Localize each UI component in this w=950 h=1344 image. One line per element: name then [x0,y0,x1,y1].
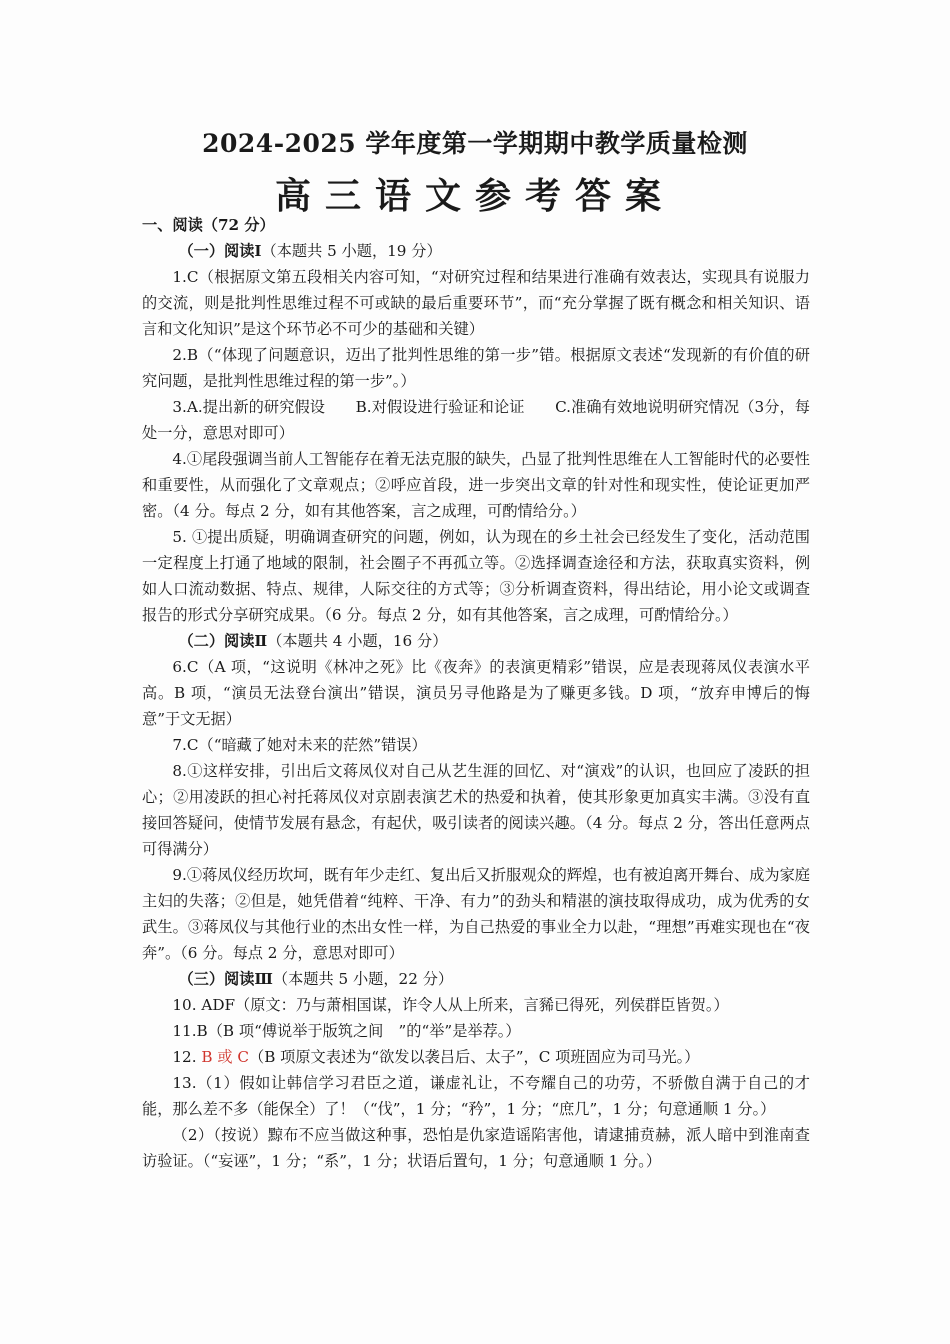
answer-item-10: 10. ADF（原文：乃与萧相国谋，诈令人从上所来，言豨已得死，列侯群臣皆贺。） [172,996,729,1014]
answer-number: 12. [172,1048,202,1066]
exam-title: 2024-2025 学年度第一学期期中教学质量检测 [202,129,748,158]
answer-explanation: （B 项原文表述为“欲发以袭吕后、太子”，C 项班固应为司马光。） [249,1048,700,1066]
answer-item-4: 4.①尾段强调当前人工智能存在着无法克服的缺失，凸显了批判性思维在人工智能时代的必要性和重要性，从而强化了文章观点；②呼应首段，进一步突出文章的针对性和现实性，使论证更加严密。（4 分。每点 2 分，如有其他答案，言之成理，可酌情给分。） [142,450,810,520]
part-info: （本题共 4 小题，16 分） [267,632,448,650]
answer-item-12 [142,1044,810,1070]
answer-item-7: 7.C（“暗藏了她对未来的茫然”错误） [172,736,427,754]
part-heading-reading-1 [142,238,810,264]
section-heading-reading: 一、阅读（72 分） [142,216,275,234]
handwritten-answer-mark: B 或 C [201,1048,249,1066]
answer-item-2: 2.B（“体现了问题意识，迈出了批判性思维的第一步”错。根据原文表述“发现新的有价值的研究问题，是批判性思维过程的第一步”。） [142,346,810,390]
answer-item-6: 6.C（A 项，“这说明《林冲之死》比《夜奔》的表演更精彩”错误，应是表现蒋凤仪表演水平高。B 项，“演员无法登台演出”错误，演员另寻他路是为了赚更多钱。D 项，“放弃申博后的悔意”于文无据） [142,658,810,728]
part-label: （三）阅读Ⅲ [178,970,273,988]
part-label: （二）阅读Ⅱ [178,632,268,650]
answer-item-13-2: （2）（按说）黥布不应当做这种事，恐怕是仇家造谣陷害他，请逮捕贲赫，派人暗中到淮南查访验证。（“妄诬”，1 分；“系”，1 分；状语后置句，1 分；句意通顺 1 分。） [142,1126,810,1170]
answer-item-5: 5. ①提出质疑，明确调查研究的问题，例如，认为现在的乡土社会已经发生了变化，活动范围一定程度上打通了地域的限制，社会圈子不再孤立等。②选择调查途径和方法，获取真实资料，例如人口流动数据、特点、规律，人际交往的方式等；③分析调查资料，得出结论，用小论文或调查报告的形式分享研究成果。（6 分。每点 2 分，如有其他答案，言之成理，可酌情给分。） [142,528,810,624]
part-heading-reading-3 [142,966,810,992]
answer-content [142,212,810,1174]
document-subtitle: 高三语文参考答案 [274,175,675,217]
answer-item-9: 9.①蒋凤仪经历坎坷，既有年少走红、复出后又折服观众的辉煌，也有被迫离开舞台、成为家庭主妇的失落；②但是，她凭借着“纯粹、干净、有力”的劲头和精湛的演技取得成功，成为优秀的女武生。③蒋凤仪与其他行业的杰出女性一样，为自己热爱的事业全力以赴，“理想”再难实现也在“夜奔”。（6 分。每点 2 分，意思对即可） [142,866,810,962]
answer-item-8: 8.①这样安排，引出后文蒋凤仪对自己从艺生涯的回忆、对“演戏”的认识，也回应了凌跃的担心；②用凌跃的担心衬托蒋凤仪对京剧表演艺术的热爱和执着，使其形象更加真实丰满。③没有直接回答疑问，使情节发展有悬念，有起伏，吸引读者的阅读兴趣。（4 分。每点 2 分，答出任意两点可得满分） [142,762,810,858]
part-info: （本题共 5 小题，22 分） [272,970,454,988]
answer-item-11: 11.B（B 项“傅说举于版筑之间 ”的“举”是举荐。） [172,1022,521,1040]
answer-item-1: 1.C（根据原文第五段相关内容可知，“对研究过程和结果进行准确有效表达，实现具有说服力的交流，则是批判性思维过程不可或缺的最后重要环节”，而“充分掌握了既有概念和相关知识、语言和文化知识”是这个环节必不可少的基础和关键） [142,268,810,338]
part-info: （本题共 5 小题，19 分） [261,242,442,260]
answer-item-13-1: 13.（1）假如让韩信学习君臣之道，谦虚礼让，不夸耀自己的功劳，不骄傲自满于自己的才能，那么差不多（能保全）了！（“伐”，1 分；“矜”，1 分；“庶几”，1 分；句意通顺 1 分。） [142,1074,810,1118]
part-heading-reading-2 [142,628,810,654]
part-label: （一）阅读Ⅰ [178,242,262,260]
answer-item-3: 3.A.提出新的研究假设 B.对假设进行验证和论证 C.准确有效地说明研究情况（3分，每处一分，意思对即可） [142,398,810,442]
